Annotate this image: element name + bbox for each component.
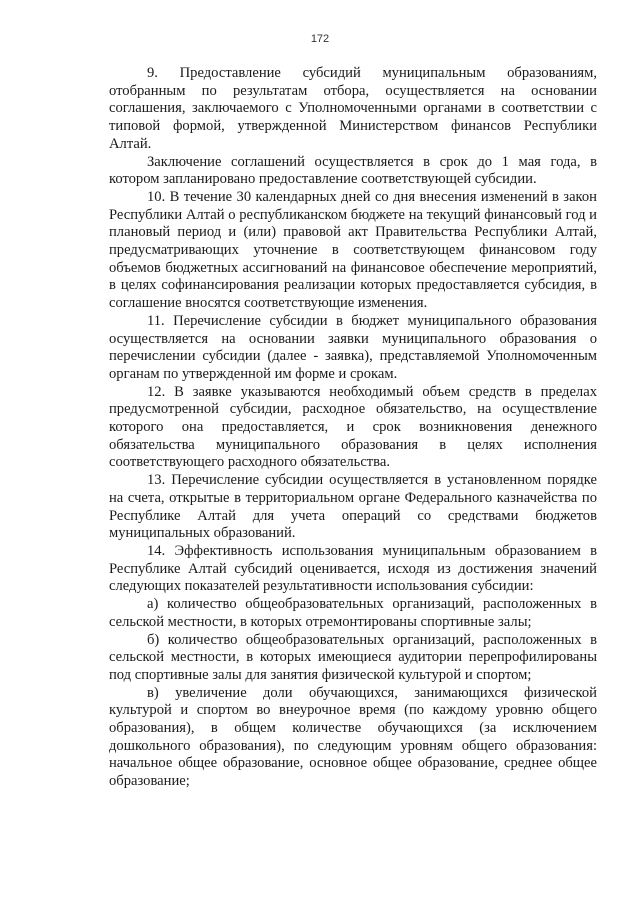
paragraph-14-item-a: а) количество общеобразовательных организаций, расположенных в сельской местности, в которых отремонтированы спортивные залы; <box>109 596 597 630</box>
paragraph-9-agreement-deadline: Заключение соглашений осуществляется в срок до 1 мая года, в котором запланировано предоставление соответствующей субсидии. <box>109 153 597 188</box>
paragraph-9: 9. Предоставление субсидий муниципальным образованиям, отобранным по результатам отбора, осуществляется на основании соглашения, заключаемого с Уполномоченными органами в соответствии с типовой формой, утвержденной Министерством финансов Республики Алтай. <box>109 65 597 152</box>
document-body <box>109 65 597 791</box>
paragraph-14-item-v: в) увеличение доли обучающихся, занимающихся физической культурой и спортом во внеурочное время (по каждому уровню общего образования), в общем количестве обучающихся (за исключением дошкольного образования), по следующим уровням общего образования: начальное общее образование, основное общее образование, среднее общее образование; <box>109 684 597 790</box>
paragraph-11: 11. Перечисление субсидии в бюджет муниципального образования осуществляется на основании заявки муниципального образования о перечислении субсидии (далее - заявка), представляемой Уполномоченным органам по утвержденной им форме и срокам. <box>109 312 597 382</box>
paragraph-10: 10. В течение 30 календарных дней со дня внесения изменений в закон Республики Алтай о республиканском бюджете на текущий финансовый год и плановый период и (или) правовой акт Правительства Республики Алтай, предусматривающих уточнение в соответствующем финансовом году объемов бюджетных ассигнований на финансовое обеспечение мероприятий, в целях софинансирования реализации которых предоставляется субсидия, в соглашение вносятся соответствующие изменения. <box>109 188 597 312</box>
paragraph-13: 13. Перечисление субсидии осуществляется в установленном порядке на счета, открытые в территориальном органе Федерального казначейства по Республике Алтай для учета операций со средствами бюджетов муниципальных образований. <box>109 472 597 542</box>
paragraph-14-item-b: б) количество общеобразовательных организаций, расположенных в сельской местности, в которых имеющиеся аудитории перепрофилированы под спортивные залы для занятия физической культурой и спортом; <box>109 631 597 683</box>
paragraph-14: 14. Эффективность использования муниципальным образованием в Республике Алтай субсидий оценивается, исходя из достижения значений следующих показателей результативности использования субсидии: <box>109 542 597 595</box>
page-number: 172 <box>310 33 330 45</box>
paragraph-12: 12. В заявке указываются необходимый объем средств в пределах предусмотренной субсидии, расходное обязательство, на осуществление которого она предоставляется, и срок возникновения денежного обязательства муниципального образования в целях исполнения соответствующего расходного обязательства. <box>109 383 597 471</box>
